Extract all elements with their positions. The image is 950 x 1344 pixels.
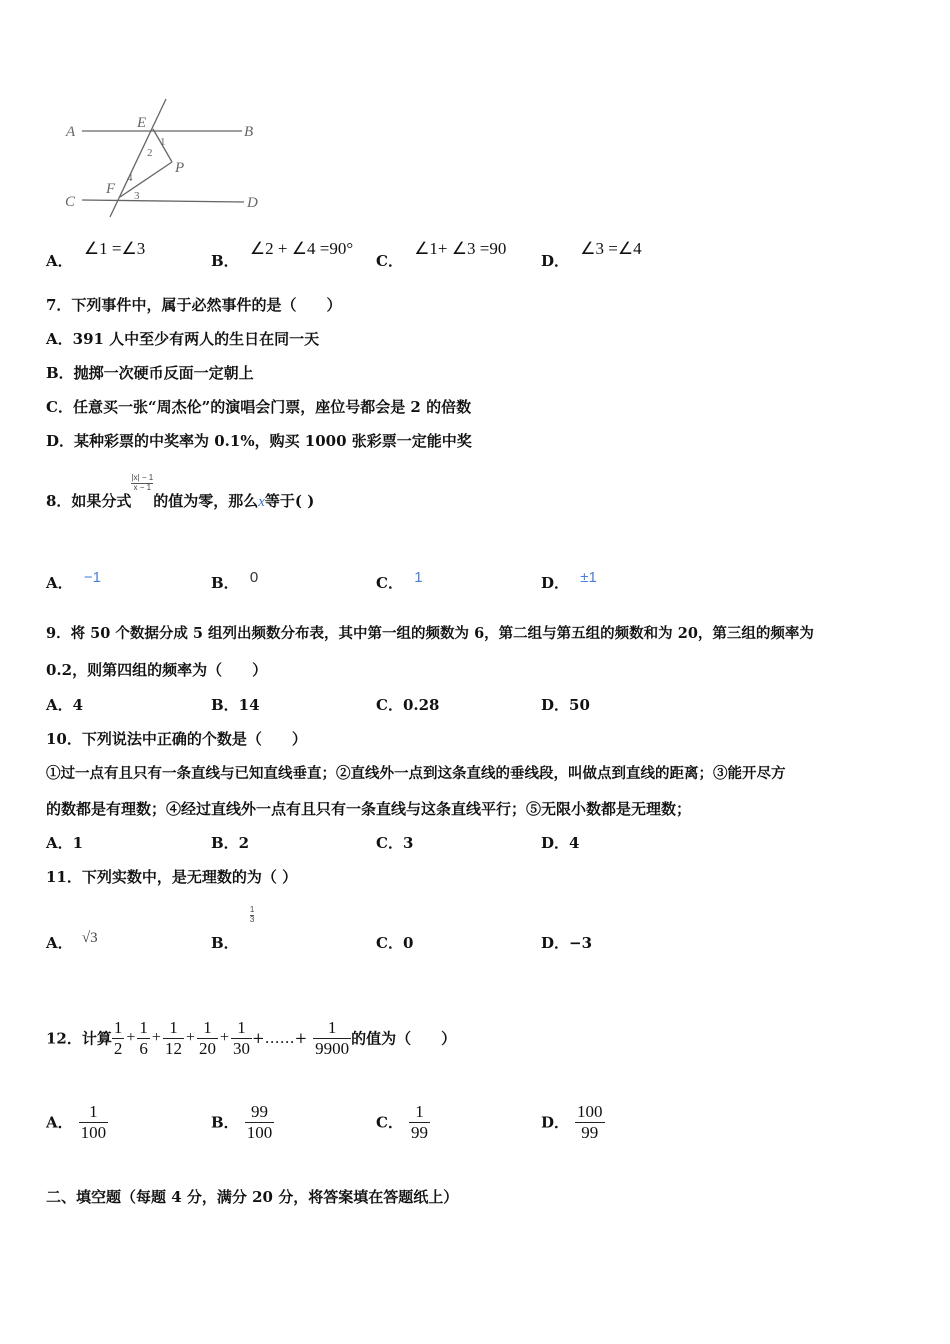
q9-option-b: B．14 [211, 696, 260, 714]
label-b: B [244, 124, 254, 140]
q6-option-a: A． ∠1 =∠3 [46, 239, 146, 270]
label-d: D [247, 195, 258, 211]
q11-option-b-fraction: $\frac{1}{3}$ [249, 905, 255, 924]
q8-option-a: A． −1 [46, 569, 101, 592]
label-a: A [66, 124, 76, 140]
q6-option-b-text: ∠2 + ∠4 =90° [249, 239, 354, 258]
q8-stem: 8．如果分式$\frac{|x| - 1}{x - 1}$ 的值为零，那么x等于( ) [46, 473, 315, 510]
q12-term-4: $\frac{1}{20}$ [198, 1018, 216, 1058]
q6-option-a-text: ∠1 =∠3 [83, 239, 146, 258]
q6-option-d: D． ∠3 =∠4 [541, 239, 642, 270]
q12-term-last: $\frac{1}{9900}$ [315, 1018, 350, 1058]
q11-stem: 11．下列实数中，是无理数的为（ ） [46, 868, 298, 886]
q8-variable: x [258, 494, 265, 510]
q9-option-a: A．4 [46, 696, 84, 714]
q10-option-c: C．3 [376, 834, 414, 852]
q10-option-b: B．2 [211, 834, 250, 852]
label-angle-2: 2 [147, 147, 153, 159]
q8-option-b: B． 0 [211, 569, 259, 592]
geometry-figure [60, 95, 270, 220]
q12-option-d: D． $\frac{100}{99}$ [541, 1102, 603, 1142]
q7-option-c: C．任意买一张“周杰伦”的演唱会门票，座位号都会是 2 的倍数 [46, 398, 472, 416]
q8-fraction: $\frac{|x| - 1}{x - 1}$ [131, 473, 154, 492]
label-angle-3: 3 [134, 190, 140, 202]
q7-option-b: B．抛掷一次硬币反面一定朝上 [46, 364, 254, 382]
label-angle-1: 1 [160, 136, 166, 148]
q11-option-b: B． $\frac{1}{3}$ [211, 905, 255, 952]
q6-option-b: B． ∠2 + ∠4 =90° [211, 239, 354, 270]
q11-option-d: D．−3 [541, 934, 593, 952]
q7-option-a: A．391 人中至少有两人的生日在同一天 [46, 330, 320, 348]
q9-option-c: C．0.28 [376, 696, 440, 714]
q7-option-d: D．某种彩票的中奖率为 0.1%，购买 1000 张彩票一定能中奖 [46, 432, 472, 450]
q12-stem: 12．计算 $\frac{1}{2}$ + $\frac{1}{6}$ + $\frac{1}{12}$ + $\frac{1}{20}$ + $\frac{1}{30}$ +……+ $\frac{1}{9900}$ 的值为（ ） [46, 1018, 457, 1058]
q11-option-c: C．0 [376, 934, 414, 952]
q10-option-d: D．4 [541, 834, 580, 852]
q6-option-c: C． ∠1+ ∠3 =90 [376, 239, 507, 270]
q6-option-d-text: ∠3 =∠4 [580, 239, 642, 258]
label-e: E [137, 115, 147, 131]
q11-option-a: A． √3 [46, 930, 98, 952]
q7-stem: 7．下列事件中，属于必然事件的是（ ） [46, 296, 342, 314]
q8-option-d: D． ±1 [541, 569, 597, 592]
q12-option-a: A． $\frac{1}{100}$ [46, 1102, 107, 1142]
q9-stem-line2: 0.2，则第四组的频率为（ ） [46, 661, 268, 679]
q9-stem-line1: 9．将 50 个数据分成 5 组列出频数分布表，其中第一组的频数为 6，第二组与第五组的频数和为 20，第三组的频率为 [46, 625, 814, 642]
q9-option-d: D．50 [541, 696, 590, 714]
section-2-heading: 二、填空题（每题 4 分，满分 20 分，将答案填在答题纸上） [46, 1188, 459, 1206]
q12-option-c: C． $\frac{1}{99}$ [376, 1102, 428, 1142]
line-cd [82, 200, 244, 202]
q12-term-3: $\frac{1}{12}$ [164, 1018, 182, 1058]
label-c: C [65, 194, 76, 210]
q12-term-5: $\frac{1}{30}$ [233, 1018, 250, 1058]
q12-option-b: B． $\frac{99}{100}$ [211, 1102, 273, 1142]
q8-option-c: C． 1 [376, 569, 423, 592]
q10-stem: 10．下列说法中正确的个数是（ ） [46, 730, 307, 748]
q12-term-1: $\frac{1}{2}$ [113, 1018, 123, 1058]
q10-statement-line1: ①过一点有且只有一条直线与已知直线垂直；②直线外一点到这条直线的垂线段，叫做点到直线的距离；③能开尽方 [46, 765, 786, 782]
q10-option-a: A．1 [46, 834, 84, 852]
q12-term-2: $\frac{1}{6}$ [139, 1018, 148, 1058]
label-p: P [175, 160, 185, 176]
q10-statement-line2: 的数都是有理数；④经过直线外一点有且只有一条直线与这条直线平行；⑤无限小数都是无理数； [46, 800, 692, 818]
q6-option-c-text: ∠1+ ∠3 =90 [414, 239, 507, 258]
label-angle-4: 4 [127, 172, 133, 184]
label-f: F [106, 181, 116, 197]
